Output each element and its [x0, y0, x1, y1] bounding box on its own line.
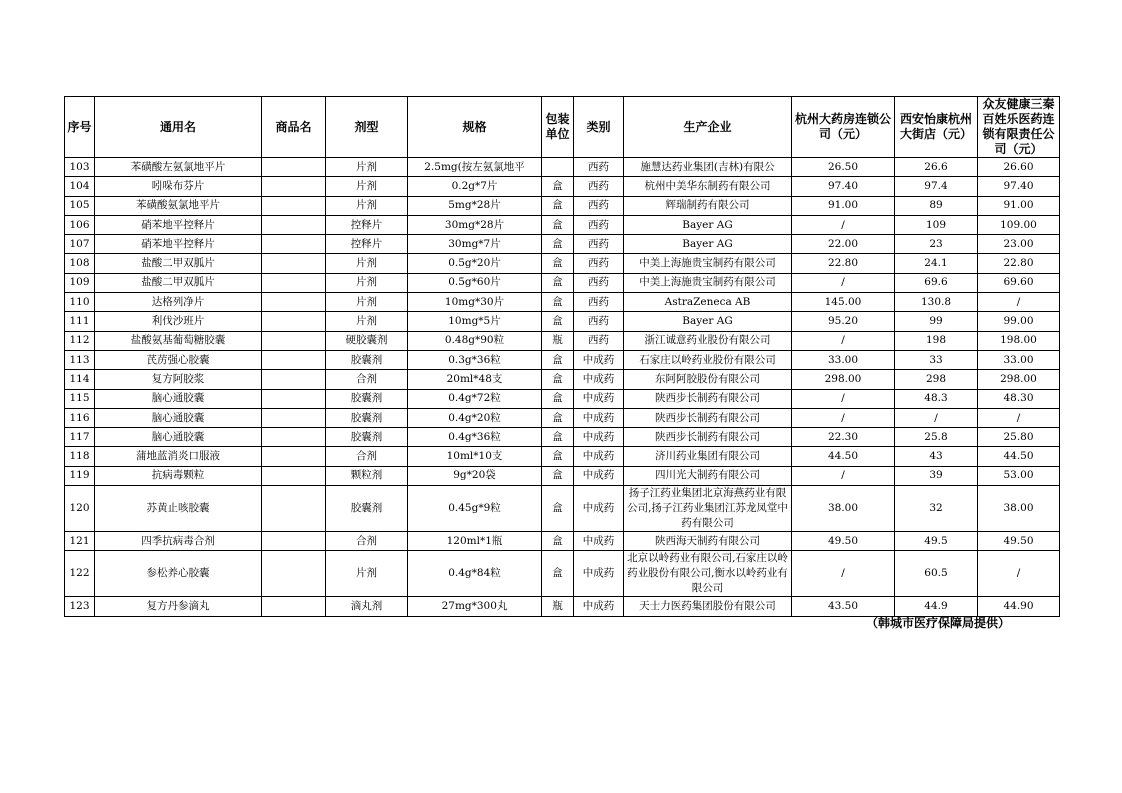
header-price-hangzhou-pharmacy: 杭州大药房连锁公司（元） [792, 97, 895, 158]
cell-price-xian-yikang: 99 [895, 312, 978, 331]
cell-specification: 27mg*300丸 [408, 597, 542, 616]
cell-specification: 0.4g*36粒 [408, 428, 542, 447]
cell-category: 中成药 [574, 597, 624, 616]
cell-generic-name: 盐酸二甲双胍片 [95, 273, 262, 292]
cell-package-unit: 盒 [542, 370, 574, 389]
cell-manufacturer: 北京以岭药业有限公司,石家庄以岭药业股份有限公司,衡水以岭药业有限公司 [624, 551, 792, 597]
cell-price-zhongyou-health: 53.00 [978, 466, 1060, 485]
table-row [65, 532, 1060, 551]
cell-category: 西药 [574, 293, 624, 312]
cell-serial-number: 103 [65, 158, 95, 177]
cell-generic-name: 盐酸二甲双胍片 [95, 254, 262, 273]
cell-specification: 30mg*7片 [408, 235, 542, 254]
cell-price-hangzhou-pharmacy: 145.00 [792, 293, 895, 312]
cell-brand-name [262, 486, 326, 532]
table-row [65, 486, 1060, 532]
price-table [64, 96, 1060, 617]
cell-manufacturer: 扬子江药业集团北京海燕药业有限公司,扬子江药业集团江苏龙凤堂中药有限公司 [624, 486, 792, 532]
cell-package-unit: 盒 [542, 215, 574, 234]
cell-category: 中成药 [574, 551, 624, 597]
table-row [65, 466, 1060, 485]
cell-dosage-form: 滴丸剂 [326, 597, 408, 616]
cell-serial-number: 105 [65, 196, 95, 215]
cell-dosage-form: 控释片 [326, 215, 408, 234]
table-row [65, 447, 1060, 466]
cell-dosage-form: 胶囊剂 [326, 408, 408, 427]
cell-generic-name: 抗病毒颗粒 [95, 466, 262, 485]
cell-manufacturer: Bayer AG [624, 312, 792, 331]
header-generic-name: 通用名 [95, 97, 262, 158]
cell-specification: 0.3g*36粒 [408, 350, 542, 369]
cell-dosage-form: 胶囊剂 [326, 428, 408, 447]
cell-generic-name: 利伐沙班片 [95, 312, 262, 331]
cell-manufacturer: 辉瑞制药有限公司 [624, 196, 792, 215]
cell-dosage-form: 片剂 [326, 312, 408, 331]
cell-generic-name: 苯磺酸氨氯地平片 [95, 196, 262, 215]
header-package-unit: 包装单位 [542, 97, 574, 158]
cell-price-hangzhou-pharmacy: / [792, 215, 895, 234]
cell-manufacturer: 杭州中美华东制药有限公司 [624, 177, 792, 196]
header-price-zhongyou-health: 众友健康三秦百姓乐医药连锁有限责任公司（元） [978, 97, 1060, 158]
cell-price-zhongyou-health: 44.50 [978, 447, 1060, 466]
cell-price-xian-yikang: 49.5 [895, 532, 978, 551]
cell-price-hangzhou-pharmacy: 33.00 [792, 350, 895, 369]
cell-package-unit: 盒 [542, 408, 574, 427]
cell-specification: 10ml*10支 [408, 447, 542, 466]
table-body [65, 158, 1060, 617]
cell-price-xian-yikang: 33 [895, 350, 978, 369]
cell-dosage-form: 胶囊剂 [326, 389, 408, 408]
cell-package-unit [542, 158, 574, 177]
cell-category: 西药 [574, 158, 624, 177]
cell-manufacturer: 中美上海施贵宝制药有限公司 [624, 273, 792, 292]
table-row [65, 389, 1060, 408]
table-row [65, 177, 1060, 196]
cell-price-zhongyou-health: 198.00 [978, 331, 1060, 350]
cell-package-unit: 盒 [542, 350, 574, 369]
cell-package-unit: 盒 [542, 196, 574, 215]
header-brand-name: 商品名 [262, 97, 326, 158]
table-row [65, 331, 1060, 350]
cell-package-unit: 盒 [542, 486, 574, 532]
table-row [65, 273, 1060, 292]
cell-brand-name [262, 466, 326, 485]
cell-price-zhongyou-health: 26.60 [978, 158, 1060, 177]
cell-specification: 20ml*48支 [408, 370, 542, 389]
cell-price-xian-yikang: 130.8 [895, 293, 978, 312]
cell-generic-name: 盐酸氨基葡萄糖胶囊 [95, 331, 262, 350]
cell-price-hangzhou-pharmacy: 43.50 [792, 597, 895, 616]
cell-price-xian-yikang: 198 [895, 331, 978, 350]
cell-specification: 30mg*28片 [408, 215, 542, 234]
cell-package-unit: 盒 [542, 389, 574, 408]
cell-specification: 5mg*28片 [408, 196, 542, 215]
source-note: （韩城市医疗保障局提供） [865, 616, 1010, 630]
cell-specification: 10mg*5片 [408, 312, 542, 331]
cell-specification: 10mg*30片 [408, 293, 542, 312]
cell-dosage-form: 片剂 [326, 158, 408, 177]
cell-price-zhongyou-health: 97.40 [978, 177, 1060, 196]
table-row [65, 235, 1060, 254]
cell-generic-name: 参松养心胶囊 [95, 551, 262, 597]
cell-dosage-form: 片剂 [326, 551, 408, 597]
cell-price-xian-yikang: 109 [895, 215, 978, 234]
cell-dosage-form: 合剂 [326, 532, 408, 551]
cell-brand-name [262, 447, 326, 466]
cell-price-xian-yikang: 44.9 [895, 597, 978, 616]
cell-dosage-form: 片剂 [326, 273, 408, 292]
cell-brand-name [262, 293, 326, 312]
cell-manufacturer: 天士力医药集团股份有限公司 [624, 597, 792, 616]
cell-manufacturer: Bayer AG [624, 215, 792, 234]
cell-manufacturer: AstraZeneca AB [624, 293, 792, 312]
cell-dosage-form: 硬胶囊剂 [326, 331, 408, 350]
cell-dosage-form: 片剂 [326, 254, 408, 273]
cell-price-zhongyou-health: 49.50 [978, 532, 1060, 551]
cell-package-unit: 盒 [542, 532, 574, 551]
cell-serial-number: 118 [65, 447, 95, 466]
cell-specification: 0.45g*9粒 [408, 486, 542, 532]
cell-specification: 120ml*1瓶 [408, 532, 542, 551]
cell-generic-name: 复方丹参滴丸 [95, 597, 262, 616]
cell-serial-number: 122 [65, 551, 95, 597]
cell-manufacturer: Bayer AG [624, 235, 792, 254]
cell-generic-name: 脑心通胶囊 [95, 408, 262, 427]
cell-price-zhongyou-health: 25.80 [978, 428, 1060, 447]
cell-price-xian-yikang: 89 [895, 196, 978, 215]
cell-package-unit: 盒 [542, 235, 574, 254]
cell-price-hangzhou-pharmacy: / [792, 466, 895, 485]
cell-generic-name: 硝苯地平控释片 [95, 215, 262, 234]
table-row [65, 428, 1060, 447]
cell-serial-number: 119 [65, 466, 95, 485]
cell-specification: 9g*20袋 [408, 466, 542, 485]
cell-generic-name: 达格列净片 [95, 293, 262, 312]
cell-manufacturer: 陕西海天制药有限公司 [624, 532, 792, 551]
cell-price-zhongyou-health: 69.60 [978, 273, 1060, 292]
cell-price-xian-yikang: 43 [895, 447, 978, 466]
table-row [65, 370, 1060, 389]
cell-serial-number: 110 [65, 293, 95, 312]
cell-price-hangzhou-pharmacy: / [792, 389, 895, 408]
cell-brand-name [262, 428, 326, 447]
cell-price-hangzhou-pharmacy: 97.40 [792, 177, 895, 196]
cell-serial-number: 115 [65, 389, 95, 408]
cell-price-xian-yikang: 32 [895, 486, 978, 532]
cell-price-xian-yikang: 24.1 [895, 254, 978, 273]
cell-serial-number: 113 [65, 350, 95, 369]
table-header [65, 97, 1060, 158]
cell-brand-name [262, 389, 326, 408]
cell-price-zhongyou-health: / [978, 408, 1060, 427]
header-serial-number: 序号 [65, 97, 95, 158]
table-row [65, 350, 1060, 369]
cell-dosage-form: 颗粒剂 [326, 466, 408, 485]
cell-manufacturer: 东阿阿胶股份有限公司 [624, 370, 792, 389]
cell-price-hangzhou-pharmacy: / [792, 551, 895, 597]
cell-price-xian-yikang: / [895, 408, 978, 427]
cell-specification: 0.5g*20片 [408, 254, 542, 273]
cell-manufacturer: 四川光大制药有限公司 [624, 466, 792, 485]
cell-serial-number: 104 [65, 177, 95, 196]
table-row [65, 551, 1060, 597]
cell-category: 西药 [574, 331, 624, 350]
cell-package-unit: 瓶 [542, 597, 574, 616]
cell-price-zhongyou-health: 298.00 [978, 370, 1060, 389]
cell-brand-name [262, 597, 326, 616]
cell-serial-number: 112 [65, 331, 95, 350]
cell-price-hangzhou-pharmacy: / [792, 408, 895, 427]
cell-serial-number: 121 [65, 532, 95, 551]
cell-category: 西药 [574, 235, 624, 254]
cell-price-xian-yikang: 97.4 [895, 177, 978, 196]
cell-manufacturer: 陕西步长制药有限公司 [624, 389, 792, 408]
table-row [65, 254, 1060, 273]
cell-manufacturer: 石家庄以岭药业股份有限公司 [624, 350, 792, 369]
cell-price-zhongyou-health: 48.30 [978, 389, 1060, 408]
table-row [65, 408, 1060, 427]
cell-category: 中成药 [574, 389, 624, 408]
cell-brand-name [262, 273, 326, 292]
cell-brand-name [262, 215, 326, 234]
cell-specification: 2.5mg(按左氨氯地平 [408, 158, 542, 177]
cell-price-xian-yikang: 298 [895, 370, 978, 389]
cell-dosage-form: 片剂 [326, 293, 408, 312]
header-manufacturer: 生产企业 [624, 97, 792, 158]
cell-dosage-form: 胶囊剂 [326, 486, 408, 532]
cell-price-hangzhou-pharmacy: 44.50 [792, 447, 895, 466]
cell-specification: 0.5g*60片 [408, 273, 542, 292]
cell-price-zhongyou-health: 22.80 [978, 254, 1060, 273]
cell-category: 中成药 [574, 466, 624, 485]
cell-serial-number: 106 [65, 215, 95, 234]
cell-generic-name: 苯磺酸左氨氯地平片 [95, 158, 262, 177]
cell-brand-name [262, 196, 326, 215]
cell-package-unit: 盒 [542, 312, 574, 331]
cell-package-unit: 盒 [542, 293, 574, 312]
cell-category: 中成药 [574, 428, 624, 447]
cell-serial-number: 111 [65, 312, 95, 331]
cell-manufacturer: 浙江诚意药业股份有限公司 [624, 331, 792, 350]
header-dosage-form: 剂型 [326, 97, 408, 158]
header-specification: 规格 [408, 97, 542, 158]
cell-package-unit: 盒 [542, 177, 574, 196]
cell-price-hangzhou-pharmacy: / [792, 273, 895, 292]
cell-package-unit: 盒 [542, 428, 574, 447]
cell-category: 西药 [574, 273, 624, 292]
cell-specification: 0.4g*72粒 [408, 389, 542, 408]
cell-category: 西药 [574, 254, 624, 273]
cell-price-hangzhou-pharmacy: 22.80 [792, 254, 895, 273]
cell-brand-name [262, 331, 326, 350]
cell-generic-name: 苏黄止咳胶囊 [95, 486, 262, 532]
cell-manufacturer: 施慧达药业集团(吉林)有限公 [624, 158, 792, 177]
cell-price-xian-yikang: 69.6 [895, 273, 978, 292]
cell-package-unit: 盒 [542, 466, 574, 485]
cell-price-hangzhou-pharmacy: 22.30 [792, 428, 895, 447]
header-price-xian-yikang: 西安怡康杭州大街店（元） [895, 97, 978, 158]
cell-package-unit: 盒 [542, 447, 574, 466]
cell-category: 中成药 [574, 350, 624, 369]
cell-category: 西药 [574, 196, 624, 215]
cell-price-hangzhou-pharmacy: 38.00 [792, 486, 895, 532]
cell-price-zhongyou-health: 99.00 [978, 312, 1060, 331]
cell-manufacturer: 陕西步长制药有限公司 [624, 408, 792, 427]
cell-price-hangzhou-pharmacy: 22.00 [792, 235, 895, 254]
cell-package-unit: 盒 [542, 273, 574, 292]
cell-generic-name: 复方阿胶浆 [95, 370, 262, 389]
header-category: 类别 [574, 97, 624, 158]
cell-price-xian-yikang: 23 [895, 235, 978, 254]
cell-category: 中成药 [574, 408, 624, 427]
cell-price-xian-yikang: 26.6 [895, 158, 978, 177]
cell-dosage-form: 控释片 [326, 235, 408, 254]
cell-price-hangzhou-pharmacy: 298.00 [792, 370, 895, 389]
cell-brand-name [262, 158, 326, 177]
cell-manufacturer: 陕西步长制药有限公司 [624, 428, 792, 447]
cell-serial-number: 114 [65, 370, 95, 389]
cell-price-zhongyou-health: 23.00 [978, 235, 1060, 254]
cell-price-zhongyou-health: 33.00 [978, 350, 1060, 369]
cell-price-zhongyou-health: / [978, 293, 1060, 312]
cell-brand-name [262, 312, 326, 331]
cell-brand-name [262, 532, 326, 551]
table-row [65, 293, 1060, 312]
cell-brand-name [262, 350, 326, 369]
cell-category: 西药 [574, 312, 624, 331]
cell-serial-number: 108 [65, 254, 95, 273]
cell-dosage-form: 片剂 [326, 196, 408, 215]
cell-generic-name: 芪苈强心胶囊 [95, 350, 262, 369]
cell-category: 西药 [574, 177, 624, 196]
cell-category: 中成药 [574, 532, 624, 551]
cell-manufacturer: 中美上海施贵宝制药有限公司 [624, 254, 792, 273]
cell-generic-name: 脑心通胶囊 [95, 389, 262, 408]
cell-brand-name [262, 370, 326, 389]
table-row [65, 312, 1060, 331]
cell-price-hangzhou-pharmacy: 91.00 [792, 196, 895, 215]
cell-price-hangzhou-pharmacy: / [792, 331, 895, 350]
cell-specification: 0.4g*20粒 [408, 408, 542, 427]
cell-dosage-form: 合剂 [326, 370, 408, 389]
cell-dosage-form: 胶囊剂 [326, 350, 408, 369]
cell-generic-name: 四季抗病毒合剂 [95, 532, 262, 551]
cell-specification: 0.4g*84粒 [408, 551, 542, 597]
cell-package-unit: 瓶 [542, 331, 574, 350]
cell-serial-number: 107 [65, 235, 95, 254]
cell-package-unit: 盒 [542, 254, 574, 273]
cell-dosage-form: 片剂 [326, 177, 408, 196]
cell-manufacturer: 济川药业集团有限公司 [624, 447, 792, 466]
cell-price-zhongyou-health: 91.00 [978, 196, 1060, 215]
cell-serial-number: 109 [65, 273, 95, 292]
cell-serial-number: 123 [65, 597, 95, 616]
cell-package-unit: 盒 [542, 551, 574, 597]
cell-brand-name [262, 551, 326, 597]
cell-price-xian-yikang: 48.3 [895, 389, 978, 408]
cell-price-zhongyou-health: 38.00 [978, 486, 1060, 532]
table-row [65, 215, 1060, 234]
cell-brand-name [262, 408, 326, 427]
cell-generic-name: 吲哚布芬片 [95, 177, 262, 196]
cell-category: 中成药 [574, 486, 624, 532]
cell-serial-number: 117 [65, 428, 95, 447]
cell-price-zhongyou-health: 44.90 [978, 597, 1060, 616]
cell-price-xian-yikang: 25.8 [895, 428, 978, 447]
cell-brand-name [262, 254, 326, 273]
header-row [65, 97, 1060, 158]
cell-serial-number: 120 [65, 486, 95, 532]
cell-price-hangzhou-pharmacy: 49.50 [792, 532, 895, 551]
cell-category: 中成药 [574, 370, 624, 389]
cell-price-hangzhou-pharmacy: 26.50 [792, 158, 895, 177]
cell-serial-number: 116 [65, 408, 95, 427]
cell-price-zhongyou-health: 109.00 [978, 215, 1060, 234]
cell-specification: 0.2g*7片 [408, 177, 542, 196]
cell-brand-name [262, 235, 326, 254]
cell-brand-name [262, 177, 326, 196]
cell-generic-name: 蒲地蓝消炎口服液 [95, 447, 262, 466]
table-row [65, 158, 1060, 177]
cell-category: 西药 [574, 215, 624, 234]
cell-generic-name: 脑心通胶囊 [95, 428, 262, 447]
cell-generic-name: 硝苯地平控释片 [95, 235, 262, 254]
cell-price-xian-yikang: 39 [895, 466, 978, 485]
table-row [65, 196, 1060, 215]
cell-dosage-form: 合剂 [326, 447, 408, 466]
cell-price-xian-yikang: 60.5 [895, 551, 978, 597]
cell-specification: 0.48g*90粒 [408, 331, 542, 350]
cell-category: 中成药 [574, 447, 624, 466]
cell-price-zhongyou-health: / [978, 551, 1060, 597]
cell-price-hangzhou-pharmacy: 95.20 [792, 312, 895, 331]
